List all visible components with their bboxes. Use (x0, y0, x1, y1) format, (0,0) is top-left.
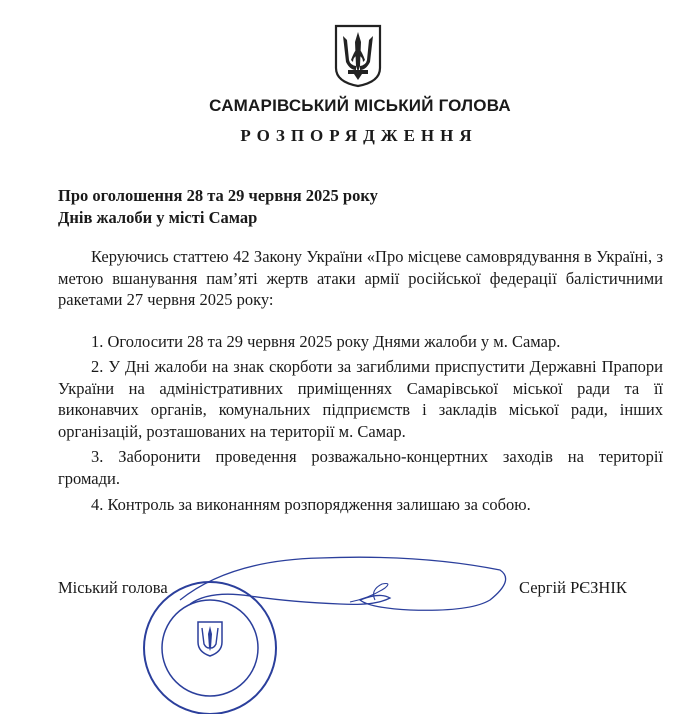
document-subject (58, 185, 378, 229)
intro-paragraph: Керуючись статтею 42 Закону України «Про місцеве самоврядування в Україні, з метою вшанування пам’яті жертв атаки армії російської федерації балістичними ракетами 27 червня 2025 року: (58, 247, 663, 309)
issuer-title: САМАРІВСЬКИЙ МІСЬКИЙ ГОЛОВА (209, 96, 511, 115)
subject-line-2: Днів жалоби у місті Самар (58, 208, 258, 227)
handwritten-signature (170, 540, 520, 620)
signatory-name: Сергій РЄЗНІК (519, 578, 627, 597)
order-item-3: 3. Заборонити проведення розважально-концертних заходів на території громади. (58, 447, 663, 488)
subject-line-1: Про оголошення 28 та 29 червня 2025 року (58, 186, 378, 205)
order-item-4: 4. Контроль за виконанням розпорядження залишаю за собою. (91, 495, 531, 514)
order-item-1: 1. Оголосити 28 та 29 червня 2025 року Днями жалоби у м. Самар. (91, 332, 561, 351)
trident-icon (332, 22, 384, 88)
signatory-position: Міський голова (58, 578, 168, 597)
order-item-2: 2. У Дні жалоби на знак скорботи за загиблими приспустити Державні Прапори України на адміністративних приміщеннях Самарівської міської ради та її виконавчих органів, комунальних підприємств і закладів міської ради, інших організацій, розташованих на території м. Самар. (58, 357, 663, 441)
document-type: РОЗПОРЯДЖЕННЯ (240, 126, 478, 145)
